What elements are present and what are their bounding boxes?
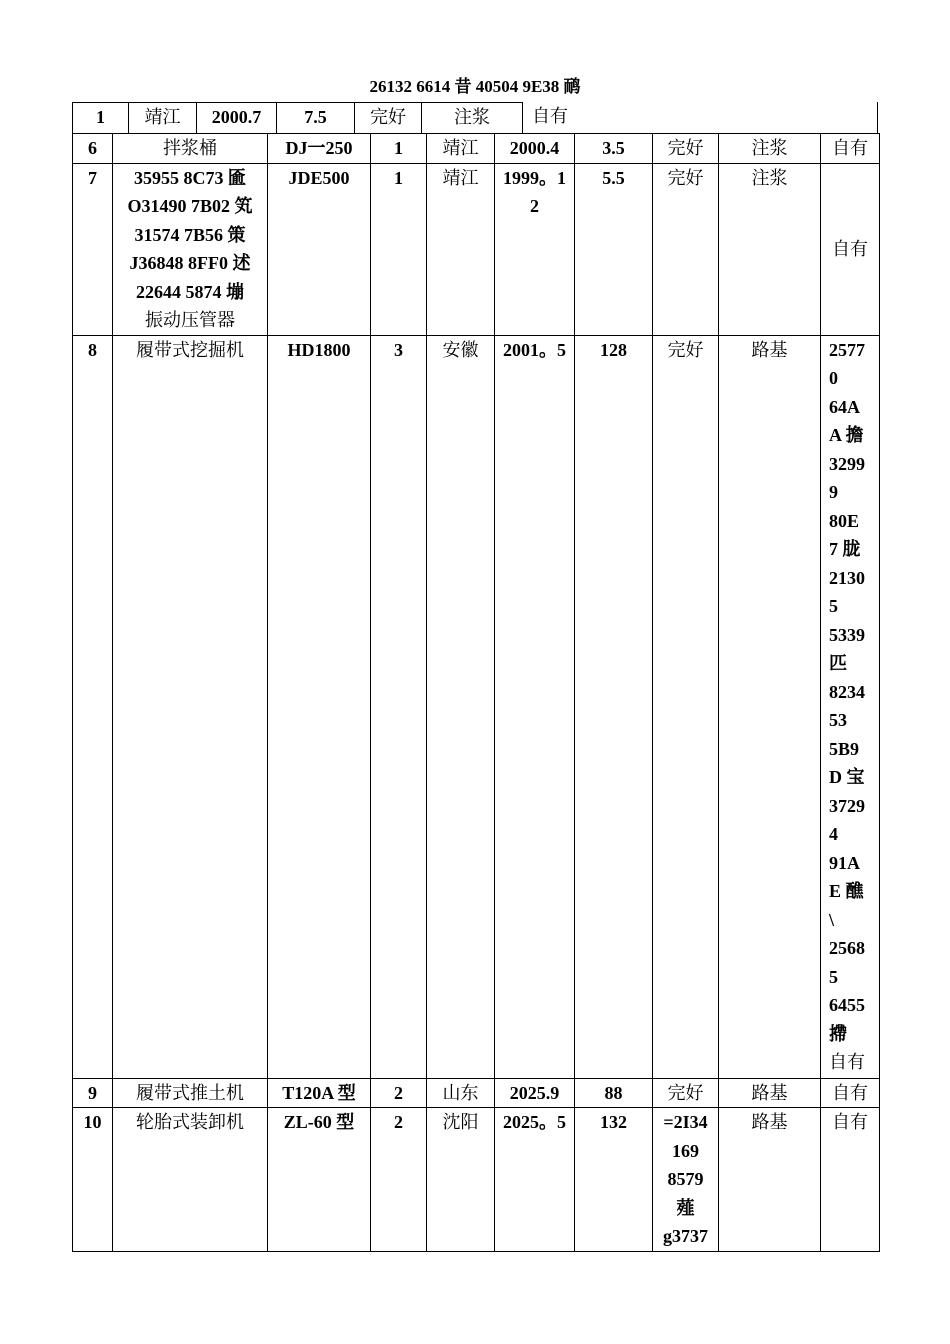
cell-qty: 1 bbox=[371, 163, 427, 335]
cell-status: 完好 bbox=[653, 1078, 719, 1108]
cell-model: T120A 型 bbox=[268, 1078, 371, 1108]
cell-name bbox=[113, 163, 268, 335]
status-line: 169 bbox=[672, 1140, 699, 1161]
cell-model: JDE500 bbox=[268, 163, 371, 335]
cell-owner: 自有 bbox=[821, 1078, 880, 1108]
cell-power: 128 bbox=[575, 335, 653, 1078]
name-line: 35955 8C73 匬 bbox=[134, 167, 246, 188]
cell-status: 完好 bbox=[354, 102, 421, 133]
name-line: 31574 7B56 策 bbox=[134, 224, 246, 245]
cell-date: 2025.9 bbox=[495, 1078, 575, 1108]
name-line: 22644 5874 塴 bbox=[136, 281, 244, 302]
cell-status: 完好 bbox=[653, 335, 719, 1078]
cell-power: 7.5 bbox=[276, 102, 354, 133]
cell-date: 2000.4 bbox=[495, 134, 575, 164]
owner-line: 0 bbox=[829, 368, 838, 388]
status-line: 薤 bbox=[676, 1197, 695, 1218]
name-line: O31490 7B02 笂 bbox=[127, 196, 253, 216]
cell-status bbox=[653, 1108, 719, 1252]
table-row bbox=[73, 335, 880, 1078]
cell-qty: 2 bbox=[371, 1078, 427, 1108]
cell-date: 2025。5 bbox=[495, 1108, 575, 1252]
cell-owner: 自有 bbox=[522, 102, 878, 133]
cell-no: 10 bbox=[73, 1108, 113, 1252]
cell-use: 路基 bbox=[719, 1078, 821, 1108]
cell-origin: 沈阳 bbox=[427, 1108, 495, 1252]
cell-no: 8 bbox=[73, 335, 113, 1078]
owner-line: 91A bbox=[829, 852, 860, 873]
owner-line: 5 bbox=[829, 966, 838, 987]
owner-line: 3729 bbox=[829, 795, 865, 816]
cell-owner: 自有 bbox=[821, 134, 880, 164]
owner-line: \ bbox=[829, 909, 835, 930]
owner-line: 3299 bbox=[829, 453, 865, 474]
cell-qty: 3 bbox=[371, 335, 427, 1078]
name-line: J36848 8FF0 述 bbox=[129, 253, 251, 273]
owner-line: 2577 bbox=[829, 339, 865, 360]
owner-line: 2130 bbox=[829, 567, 865, 588]
cell-use: 注浆 bbox=[719, 163, 821, 335]
equipment-table bbox=[72, 133, 880, 1252]
cell-power: 3.5 bbox=[575, 134, 653, 164]
status-line: =2I34 bbox=[663, 1112, 708, 1132]
cell-name: 履带式挖掘机 bbox=[113, 335, 268, 1078]
cell-name: 履带式推土机 bbox=[113, 1078, 268, 1108]
owner-line: 匹 bbox=[829, 653, 847, 673]
cell-origin: 安徽 bbox=[427, 335, 495, 1078]
owner-line: 7 胧 bbox=[829, 539, 861, 559]
owner-line: 2568 bbox=[829, 938, 865, 958]
owner-line: 5B9 bbox=[829, 738, 860, 759]
cell-model: HD1800 bbox=[268, 335, 371, 1078]
cell-use: 注浆 bbox=[719, 134, 821, 164]
owner-line: 自有 bbox=[829, 1052, 865, 1072]
cell-owner bbox=[821, 335, 880, 1078]
owner-line: D 宝 bbox=[829, 767, 865, 787]
cell-origin: 靖江 bbox=[128, 102, 196, 133]
owner-line: 4 bbox=[829, 824, 838, 844]
owner-line: 64A bbox=[829, 396, 860, 417]
owner-line: 5339 bbox=[829, 624, 865, 645]
cell-date: 2001。5 bbox=[495, 335, 575, 1078]
cell-origin: 靖江 bbox=[427, 163, 495, 335]
owner-line: 5 bbox=[829, 596, 838, 616]
owner-line: 摕 bbox=[829, 1023, 847, 1044]
cell-owner: 自有 bbox=[821, 163, 880, 335]
table-row bbox=[73, 134, 880, 164]
owner-line: 8234 bbox=[829, 681, 865, 702]
cell-name: 拌浆桶 bbox=[113, 134, 268, 164]
cell-date: 2000.7 bbox=[196, 102, 276, 133]
table-row-top bbox=[72, 102, 878, 133]
document-header: 26132 6614 昔 40504 9E38 鸸 bbox=[369, 77, 581, 96]
cell-qty: 2 bbox=[371, 1108, 427, 1252]
status-line: 8579 bbox=[667, 1169, 704, 1189]
cell-no: 6 bbox=[73, 134, 113, 164]
cell-owner: 自有 bbox=[821, 1108, 880, 1252]
cell-power: 132 bbox=[575, 1108, 653, 1252]
table-row bbox=[73, 163, 880, 335]
cell-power: 5.5 bbox=[575, 163, 653, 335]
cell-origin: 山东 bbox=[427, 1078, 495, 1108]
cell-status: 完好 bbox=[653, 163, 719, 335]
owner-line: 9 bbox=[829, 482, 838, 502]
cell-no: 7 bbox=[73, 163, 113, 335]
cell-use: 注浆 bbox=[421, 102, 522, 133]
cell-use: 路基 bbox=[719, 1108, 821, 1252]
cell-qty: 1 bbox=[371, 134, 427, 164]
cell-status: 完好 bbox=[653, 134, 719, 164]
status-line: g3737 bbox=[663, 1226, 708, 1246]
owner-line: E 醮 bbox=[829, 881, 864, 901]
cell-no: 1 bbox=[72, 102, 128, 133]
owner-line: 53 bbox=[829, 710, 847, 730]
owner-line: A 擔 bbox=[829, 425, 864, 445]
cell-use: 路基 bbox=[719, 335, 821, 1078]
table-row bbox=[73, 1108, 880, 1252]
cell-date: 1999。12 bbox=[495, 163, 575, 335]
cell-model: ZL-60 型 bbox=[268, 1108, 371, 1252]
cell-name: 轮胎式装卸机 bbox=[113, 1108, 268, 1252]
table-row bbox=[73, 1078, 880, 1108]
owner-line: 6455 bbox=[829, 995, 865, 1015]
name-line: 振动压管器 bbox=[145, 310, 235, 330]
cell-power: 88 bbox=[575, 1078, 653, 1108]
owner-line: 80E bbox=[829, 510, 860, 531]
cell-origin: 靖江 bbox=[427, 134, 495, 164]
cell-no: 9 bbox=[73, 1078, 113, 1108]
cell-model: DJ一250 bbox=[268, 134, 371, 164]
